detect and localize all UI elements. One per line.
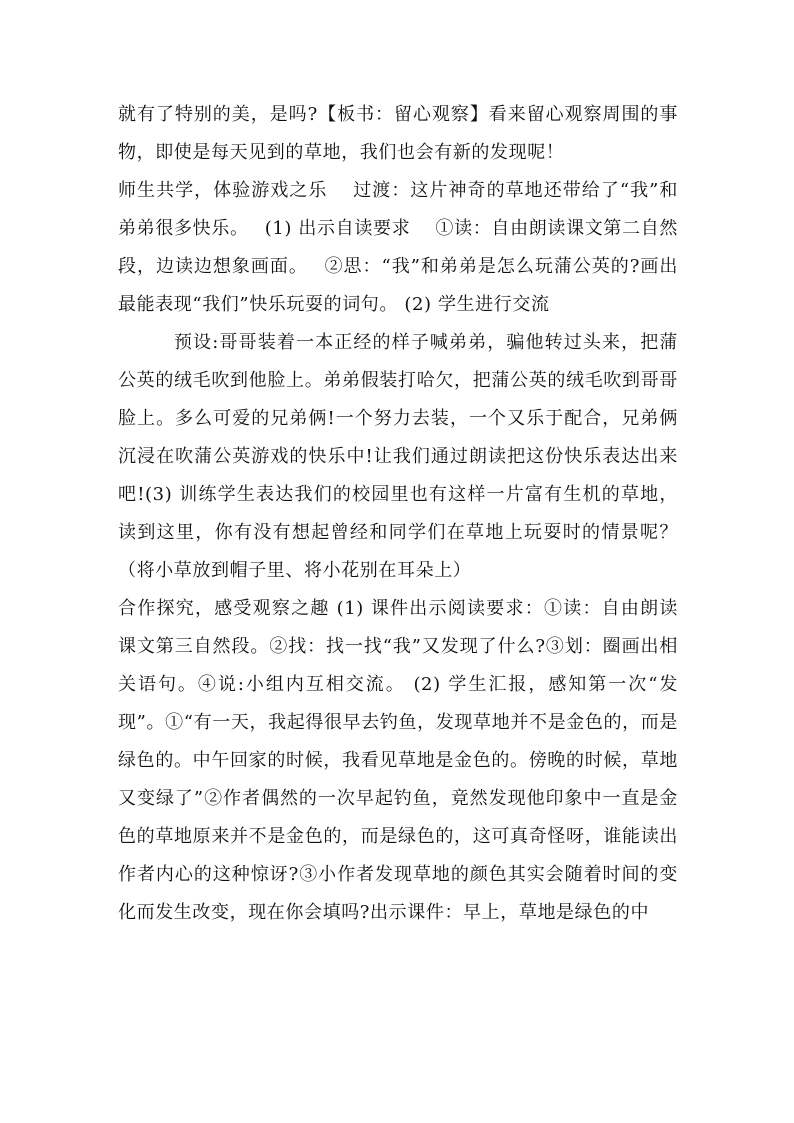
paragraph-shared-learning: 师生共学，体验游戏之乐 过渡：这片神奇的草地还带给了“我”和弟弟很多快乐。 (1) 出示自读要求 ①读：自由朗读课文第二自然段，边读边想象画面。 ②思：“我”和弟弟是怎么玩蒲公英的?画出最能表现“我们”快乐玩耍的词句。 (2) 学生进行交流 [118, 180, 678, 315]
paragraph-expected-answer: 预设:哥哥装着一本正经的样子喊弟弟，骗他转过头来，把蒲公英的绒毛吹到他脸上。弟弟假装打哈欠，把蒲公英的绒毛吹到哥哥脸上。多么可爱的兄弟俩!一个努力去装，一个又乐于配合，兄弟俩沉浸在吹蒲公英游戏的快乐中!让我们通过朗读把这份快乐表达出来吧!(3) 训练学生表达我们的校园里也有这样一片富有生机的草地，读到这里，你有没有想起曾经和同学们在草地上玩耍时的情景呢？（将小草放到帽子里、将小花别在耳朵上） [118, 332, 678, 581]
document-body [118, 96, 678, 932]
paragraph-cooperative-inquiry: 合作探究，感受观察之趣 (1) 课件出示阅读要求：①读：自由朗读课文第三自然段。②找：找一找“我”又发现了什么?③划：圈画出相关语句。④说:小组内互相交流。 (2) 学生汇报，感知第一次“发现”。①“有一天，我起得很早去钓鱼，发现草地并不是金色的，而是绿色的。中午回家的时候，我看见草地是金色的。傍晚的时候，草地又变绿了”②作者偶然的一次早起钓鱼，竟然发现他印象中一直是金色的草地原来并不是金色的，而是绿色的，这可真奇怪呀，谁能读出作者内心的这种惊讶?③小作者发现草地的颜色其实会随着时间的变化而发生改变，现在你会填吗?出示课件：早上，草地是绿色的中 [118, 598, 678, 923]
paragraph-observation-summary: 就有了特别的美，是吗?【板书：留心观察】看来留心观察周围的事物，即使是每天见到的草地，我们也会有新的发现呢！ [118, 104, 678, 163]
